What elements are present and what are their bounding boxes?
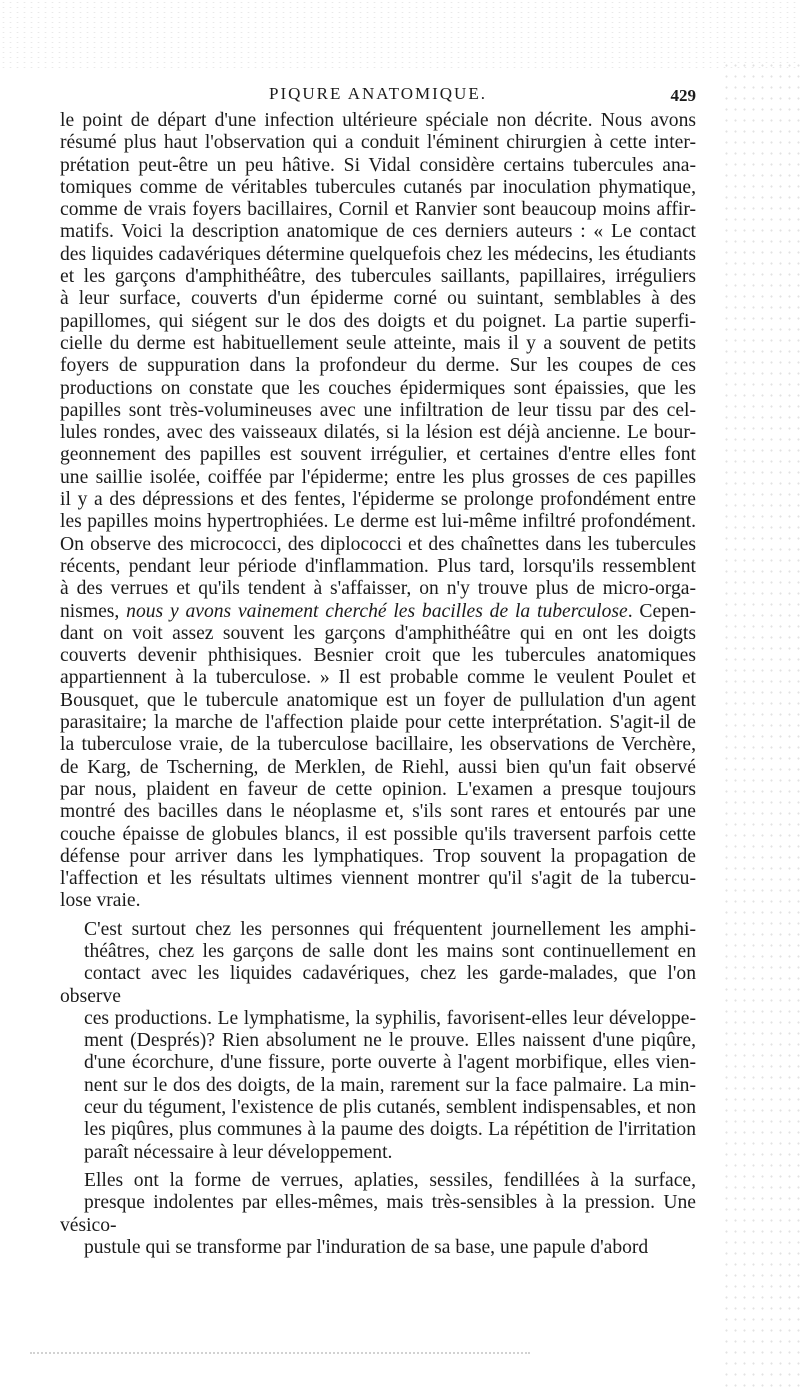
text-line: lose vraie. [60, 890, 141, 912]
text-line: contact avec les liquides cadavériques, chez les garde-malades, que l'on observe [60, 963, 696, 1007]
text-line: couverts devenir phthisiques. Besnier croit que les tubercules anatomiques [60, 645, 696, 667]
text-line: ceur du tégument, l'existence de plis cutanés, semblent indispensables, et non [84, 1097, 696, 1119]
running-title: PIQURE ANATOMIQUE. [269, 84, 487, 103]
text-line: nismes, nous y avons vainement cherché les bacilles de la tuberculose. Cepen- [60, 600, 696, 622]
text-line: et les garçons d'amphithéâtre, des tubercules saillants, papillaires, irréguliers [60, 266, 696, 288]
text-line: geonnement des papilles est souvent irrégulier, et certaines d'entre elles font [60, 444, 696, 466]
text-line: récents, pendant leur période d'inflammation. Plus tard, lorsqu'ils ressemblent [60, 555, 696, 577]
text-line: de Karg, de Tscherning, de Merklen, de Riehl, aussi bien qu'un fait observé [60, 756, 696, 778]
text-line: théâtres, chez les garçons de salle dont les mains sont continuellement en [84, 940, 696, 962]
text-line: papillomes, qui siégent sur le dos des doigts et du poignet. La partie superfi- [60, 310, 696, 332]
text-line: comme de vrais foyers bacillaires, Cornil et Ranvier sont beaucoup moins affir- [60, 199, 696, 221]
paragraph-2 [60, 919, 696, 1164]
text-line: à des verrues et qu'ils tendent à s'affaisser, on n'y trouve plus de micro-orga- [60, 578, 696, 600]
text-line: tomiques comme de véritables tubercules cutanés par inoculation phymatique, [60, 176, 696, 198]
text-line: Bousquet, que le tubercule anatomique est un foyer de pullulation d'un agent [60, 689, 696, 711]
page-number: 429 [670, 86, 696, 105]
text-line: matifs. Voici la description anatomique de ces derniers auteurs : « Le contact [60, 221, 696, 243]
text-line: Elles ont la forme de verrues, aplaties, sessiles, fendillées à la surface, [84, 1169, 696, 1191]
text-line: ment (Després)? Rien absolument ne le prouve. Elles naissent d'une piqûre, [84, 1030, 696, 1052]
text-line: des liquides cadavériques détermine quelquefois chez les médecins, les étudiants [60, 243, 696, 265]
text-line: couche épaisse de globules blancs, il est possible qu'ils traversent parfois cette [60, 823, 696, 845]
text-line: nent sur le dos des doigts, de la main, rarement sur la face palmaire. La min- [84, 1074, 696, 1096]
text-line: cielle du derme est habituellement seule atteinte, mais il y a souvent de petits [60, 332, 696, 354]
text-line: ces productions. Le lymphatisme, la syphilis, favorisent-elles leur développe- [84, 1007, 696, 1029]
text-line: les piqûres, plus communes à la paume des doigts. La répétition de l'irritation [84, 1119, 696, 1141]
text-line: On observe des micrococci, des diplococci et des chaînettes dans les tubercules [60, 533, 696, 555]
text-line: le point de départ d'une infection ultérieure spéciale non décrite. Nous avons [60, 110, 696, 131]
page-edge-speckle-bottom [30, 1352, 530, 1360]
page-header [60, 80, 696, 110]
text-line: résumé plus haut l'observation qui a conduit l'éminent chirurgien à cette inter- [60, 132, 696, 154]
text-line: une saillie isolée, coiffée par l'épiderme; entre les plus grosses de ces papilles [60, 466, 696, 488]
text-line: lules rondes, avec des vaisseaux dilatés, si la lésion est déjà ancienne. Le bour- [60, 422, 696, 444]
text-line: prétation peut-être un peu hâtive. Si Vidal considère certains tubercules ana- [60, 154, 696, 176]
paragraph-1 [60, 110, 696, 913]
text-line: la tuberculose vraie, de la tuberculose bacillaire, les observations de Verchère, [60, 734, 696, 756]
text-line: par nous, plaident en faveur de cette opinion. L'examen a presque toujours [60, 778, 696, 800]
page-edge-speckle-right [722, 60, 800, 1388]
page-edge-speckle-top [0, 0, 800, 70]
text-line: montré des bacilles dans le néoplasme et, s'ils sont rares et entourés par une [60, 801, 696, 823]
text-line: parasitaire; la marche de l'affection plaide pour cette interprétation. S'agit-il de [60, 712, 696, 734]
book-page [60, 80, 696, 1259]
text-line: pustule qui se transforme par l'induration de sa base, une papule d'abord [84, 1236, 649, 1258]
text-line: C'est surtout chez les personnes qui fréquentent journellement les amphi- [84, 918, 696, 940]
paragraph-3 [60, 1170, 696, 1259]
text-line: productions on constate que les couches épidermiques sont épaissies, que les [60, 377, 696, 399]
text-line: il y a des dépressions et des fentes, l'épiderme se prolonge profondément entre [60, 489, 696, 511]
italic-phrase: nous y avons vainement cherché les bacilles de la tuberculose [126, 600, 628, 622]
text-line: paraît nécessaire à leur développement. [84, 1141, 393, 1163]
text-line: les papilles moins hypertrophiées. Le derme est lui-même infiltré profondément. [60, 511, 696, 533]
text-line: papilles sont très-volumineuses avec une infiltration de leur tissu par des cel- [60, 399, 696, 421]
text-line: d'une écorchure, d'une fissure, porte ouverte à l'agent morbifique, elles vien- [84, 1052, 696, 1074]
text-line: presque indolentes par elles-mêmes, mais très-sensibles à la pression. Une vésico- [60, 1192, 696, 1236]
text-line: à leur surface, couverts d'un épiderme corné ou suintant, semblables à des [60, 288, 696, 310]
text-line: dant on voit assez souvent les garçons d'amphithéâtre qui en ont les doigts [60, 622, 696, 644]
text-line: l'affection et les résultats ultimes viennent montrer qu'il s'agit de la tubercu- [60, 868, 696, 890]
text-line: appartiennent à la tuberculose. » Il est probable comme le veulent Poulet et [60, 667, 696, 689]
text-line: défense pour arriver dans les lymphatiques. Trop souvent la propagation de [60, 845, 696, 867]
text-line: foyers de suppuration dans la profondeur du derme. Sur les coupes de ces [60, 355, 696, 377]
